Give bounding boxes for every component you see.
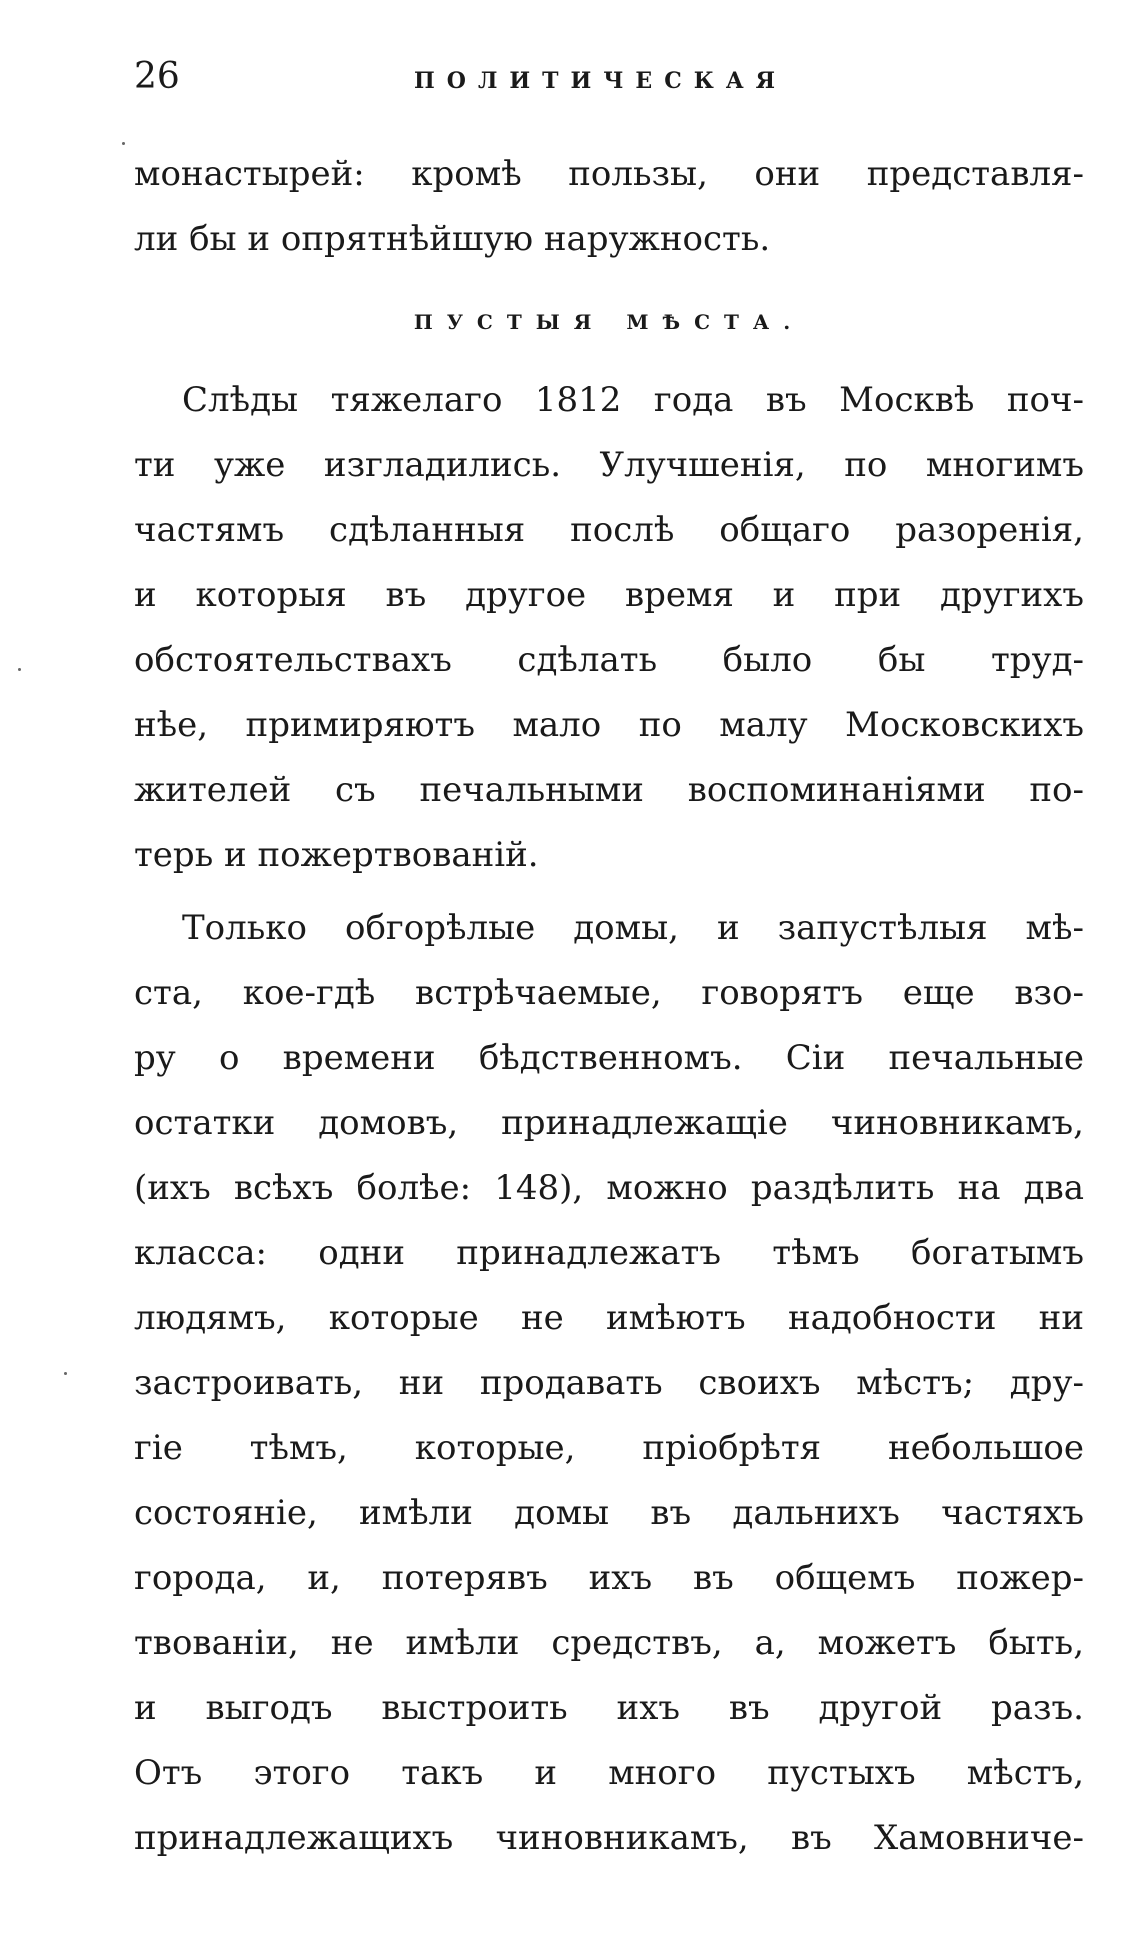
text-line: гіе тѣмъ, которые, пріобрѣтя небольшое	[134, 1428, 1084, 1468]
text-line: монастырей: кромѣ пользы, они представля-	[134, 154, 1084, 194]
text-line: ти уже изгладились. Улучшенія, по многимъ	[134, 445, 1084, 485]
text-line: ру о времени бѣдственномъ. Сіи печальные	[134, 1038, 1084, 1078]
print-speck	[122, 142, 125, 145]
text-line: терь и пожертвованій.	[134, 835, 539, 875]
text-line: жителей съ печальными воспоминаніями по-	[134, 770, 1084, 810]
text-line: обстоятельствахъ сдѣлать было бы труд-	[134, 640, 1084, 680]
intro-text	[134, 142, 1084, 272]
text-line: и выгодъ выстроить ихъ въ другой разъ.	[134, 1688, 1084, 1728]
text-line: Слѣды тяжелаго 1812 года въ Москвѣ поч-	[182, 380, 1084, 420]
text-line: застроивать, ни продавать своихъ мѣстъ; дру-	[134, 1363, 1084, 1403]
text-line: (ихъ всѣхъ болѣе: 148), можно раздѣлить на два	[134, 1168, 1084, 1208]
text-line: остатки домовъ, принадлежащіе чиновникамъ,	[134, 1103, 1084, 1143]
text-line: Отъ этого такъ и много пустыхъ мѣстъ,	[134, 1753, 1084, 1793]
paragraph-2	[134, 896, 1084, 1871]
text-line: ста, кое-гдѣ встрѣчаемые, говорятъ еще взо-	[134, 973, 1084, 1013]
text-line: принадлежащихъ чиновникамъ, въ Хамовниче-	[134, 1818, 1084, 1858]
text-line: ли бы и опрятнѣйшую наружность.	[134, 219, 771, 259]
page-number: 26	[134, 56, 180, 97]
text-line: состояніе, имѣли домы въ дальнихъ частяхъ	[134, 1493, 1084, 1533]
text-line: нѣе, примиряютъ мало по малу Московскихъ	[134, 705, 1084, 745]
text-line: класса: одни принадлежатъ тѣмъ богатымъ	[134, 1233, 1084, 1273]
text-line: города, и, потерявъ ихъ въ общемъ пожер-	[134, 1558, 1084, 1598]
paragraph-1	[134, 368, 1084, 888]
text-line: Только обгорѣлые домы, и запустѣлыя мѣ-	[182, 908, 1084, 948]
text-line: частямъ сдѣланныя послѣ общаго разоренія,	[134, 510, 1084, 550]
section-title: ПУСТЫЯ МѢСТА.	[413, 310, 805, 334]
print-speck	[64, 1372, 67, 1375]
text-line: людямъ, которые не имѣютъ надобности ни	[134, 1298, 1084, 1338]
page-header	[134, 52, 1084, 102]
text-line: твованіи, не имѣли средствъ, а, можетъ быть,	[134, 1623, 1084, 1663]
print-speck	[18, 668, 21, 671]
text-line: и которыя въ другое время и при другихъ	[134, 575, 1084, 615]
running-head: ПОЛИТИЧЕСКАЯ	[414, 68, 788, 94]
